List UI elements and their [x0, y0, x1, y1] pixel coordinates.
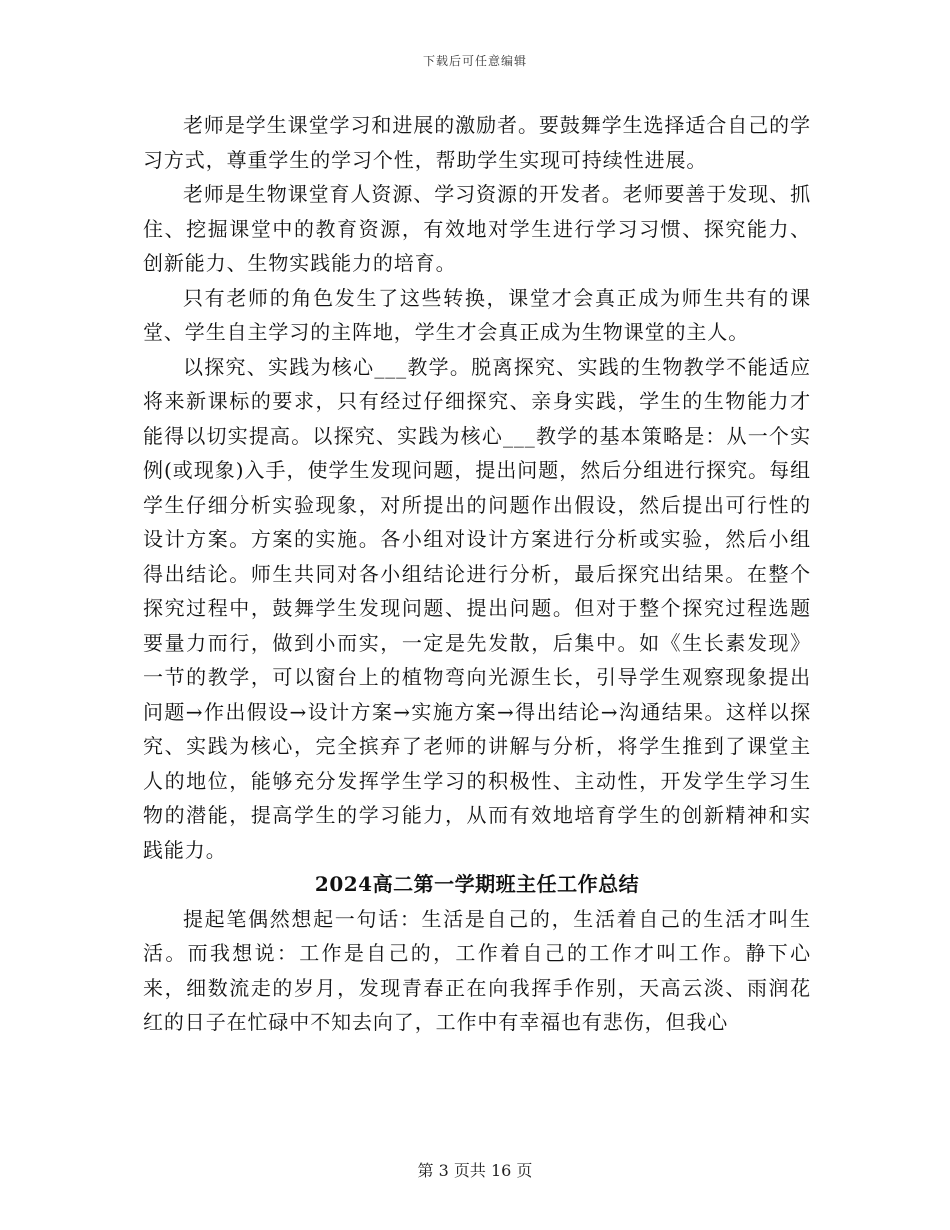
paragraph-teacher-developer: 老师是生物课堂育人资源、学习资源的开发者。老师要善于发现、抓住、挖掘课堂中的教育资源，有效地对学生进行学习习惯、探究能力、创新能力、生物实践能力的培育。: [143, 182, 811, 275]
section-title: 2024高二第一学期班主任工作总结: [314, 872, 640, 896]
page-header: 下载后可任意编辑: [422, 54, 527, 68]
paragraph-role-change: 只有老师的角色发生了这些转换，课堂才会真正成为师生共有的课堂、学生自主学习的主阵地，学生才会真正成为生物课堂的主人。: [143, 285, 811, 344]
paragraph-teacher-motivator: 老师是学生课堂学习和进展的激励者。要鼓舞学生选择适合自己的学习方式，尊重学生的学习个性，帮助学生实现可持续性进展。: [143, 113, 811, 172]
document-body: [143, 108, 811, 1040]
paragraph-summary-intro: 提起笔偶然想起一句话：生活是自己的，生活着自己的生活才叫生活。而我想说：工作是自己的，工作着自己的工作才叫工作。静下心来，细数流走的岁月，发现青春正在向我挥手作别，天高云淡、雨润花红的日子在忙碌中不知去向了，工作中有幸福也有悲伤，但我心: [143, 906, 811, 1034]
page-number: 第 3 页共 16 页: [417, 1161, 533, 1180]
paragraph-inquiry-practice: 以探究、实践为核心___教学。脱离探究、实践的生物教学不能适应将来新课标的要求，只有经过仔细探究、亲身实践，学生的生物能力才能得以切实提高。以探究、实践为核心___教学的基本策略是：从一个实例(或现象)入手，使学生发现问题，提出问题，然后分组进行探究。每组学生仔细分析实验现象，对所提出的问题作出假设，然后提出可行性的设计方案。方案的实施。各小组对设计方案进行分析或实验，然后小组得出结论。师生共同对各小组结论进行分析，最后探究出结果。在整个探究过程中，鼓舞学生发现问题、提出问题。但对于整个探究过程选题要量力而行，做到小而实，一定是先发散，后集中。如《生长素发现》一节的教学，可以窗台上的植物弯向光源生长，引导学生观察现象提出问题→作出假设→设计方案→实施方案→得出结论→沟通结果。这样以探究、实践为核心，完全摈弃了老师的讲解与分析，将学生推到了课堂主人的地位，能够充分发挥学生学习的积极性、主动性，开发学生学习生物的潜能，提高学生的学习能力，从而有效地培育学生的创新精神和实践能力。: [143, 354, 811, 862]
